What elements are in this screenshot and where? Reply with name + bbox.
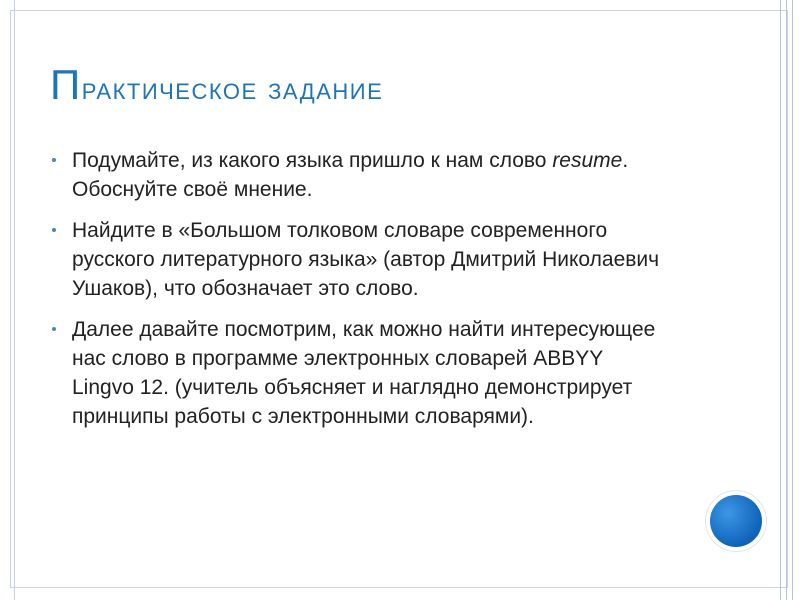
- slide-title: [50, 62, 750, 108]
- title-rest: рактическое задание: [81, 70, 384, 106]
- right-decor-line: [786, 0, 787, 600]
- bullet-item-2: [50, 216, 670, 303]
- bullet-3-text: Далее давайте посмотрим, как можно найти интересующее нас слово в программе электронных словарей ABBYY Lingvo 12. (учитель объясняет и наглядно демонстрирует принципы работы с электронными словарями).: [72, 318, 656, 428]
- bullet-dot-icon: [52, 158, 56, 162]
- bullet-1-text-after: . Обоснуйте своё мнение.: [72, 149, 629, 201]
- bullet-list: [50, 146, 670, 443]
- right-decor-line: [792, 0, 793, 600]
- bullet-item-1: [50, 146, 670, 204]
- bullet-1-italic-word: resume: [552, 149, 623, 172]
- title-first-letter: П: [50, 61, 82, 108]
- bullet-1-text-before: Подумайте, из какого языка пришло к нам слово: [72, 149, 553, 172]
- bullet-dot-icon: [52, 327, 56, 331]
- decorative-circle-icon: [710, 495, 762, 547]
- bullet-dot-icon: [52, 228, 56, 232]
- bullet-item-3: [50, 315, 670, 431]
- bullet-2-text: Найдите в «Большом толковом словаре современного русского литературного языка» (автор Дмитрий Николаевич Ушаков), что обозначает это слово.: [72, 219, 660, 300]
- right-decor-rules: [770, 0, 800, 600]
- right-decor-line: [780, 0, 781, 600]
- left-decor-rule: [14, 0, 15, 600]
